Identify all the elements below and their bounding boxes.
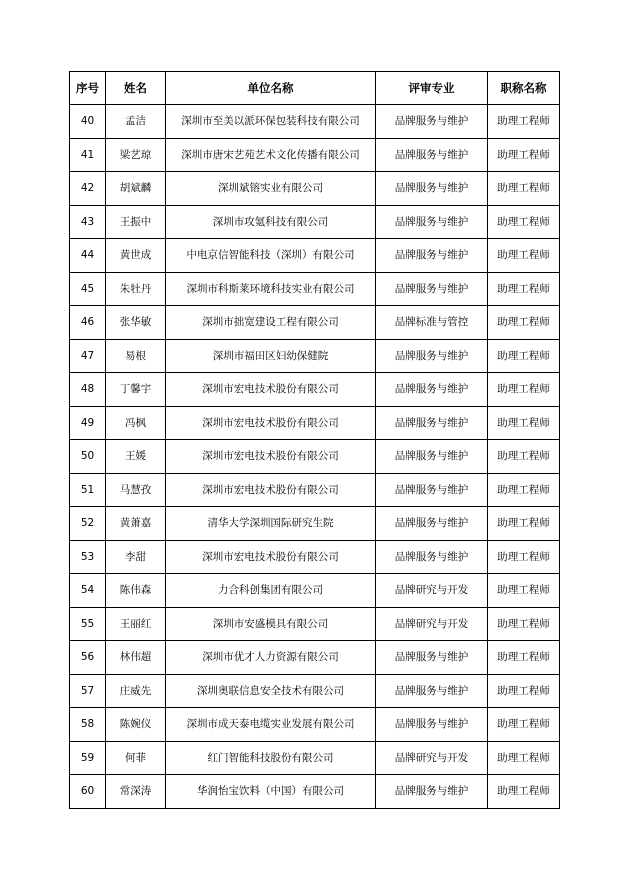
row-title: 助理工程师 [488,775,560,809]
roster-table [69,71,560,809]
table-row [70,473,560,507]
row-organization: 中电京信智能科技（深圳）有限公司 [166,239,376,273]
row-name: 黄世成 [106,239,166,273]
row-index: 46 [70,306,106,340]
table-row [70,674,560,708]
table-row [70,172,560,206]
row-title: 助理工程师 [488,507,560,541]
row-index: 45 [70,272,106,306]
row-organization: 深圳市成天泰电缆实业发展有限公司 [166,708,376,742]
row-organization: 深圳市唐宋艺苑艺术文化传播有限公司 [166,138,376,172]
row-title: 助理工程师 [488,741,560,775]
row-index: 58 [70,708,106,742]
row-name: 陈伟森 [106,574,166,608]
row-title: 助理工程师 [488,607,560,641]
row-index: 60 [70,775,106,809]
row-index: 52 [70,507,106,541]
row-title: 助理工程师 [488,440,560,474]
header-organization: 单位名称 [166,72,376,105]
row-name: 王丽红 [106,607,166,641]
row-organization: 清华大学深圳国际研究生院 [166,507,376,541]
row-index: 42 [70,172,106,206]
row-index: 54 [70,574,106,608]
row-title: 助理工程师 [488,473,560,507]
row-index: 51 [70,473,106,507]
table-row [70,339,560,373]
row-specialty: 品牌服务与维护 [376,473,488,507]
row-specialty: 品牌研究与开发 [376,574,488,608]
row-organization: 深圳市至美以派环保包装科技有限公司 [166,105,376,139]
table-row [70,306,560,340]
row-name: 孟洁 [106,105,166,139]
row-index: 41 [70,138,106,172]
row-organization: 深圳市优才人力资源有限公司 [166,641,376,675]
row-name: 何菲 [106,741,166,775]
row-name: 陈婉仪 [106,708,166,742]
table-row [70,708,560,742]
row-name: 王媛 [106,440,166,474]
row-name: 庄威先 [106,674,166,708]
row-organization: 力合科创集团有限公司 [166,574,376,608]
row-title: 助理工程师 [488,540,560,574]
row-title: 助理工程师 [488,172,560,206]
row-index: 53 [70,540,106,574]
row-name: 梁艺琼 [106,138,166,172]
table-row [70,239,560,273]
header-name: 姓名 [106,72,166,105]
row-name: 常深涛 [106,775,166,809]
row-specialty: 品牌服务与维护 [376,172,488,206]
row-name: 林伟超 [106,641,166,675]
row-specialty: 品牌服务与维护 [376,641,488,675]
row-name: 易根 [106,339,166,373]
row-name: 冯枫 [106,406,166,440]
row-specialty: 品牌服务与维护 [376,708,488,742]
roster-body [70,105,560,809]
row-organization: 深圳市宏电技术股份有限公司 [166,373,376,407]
row-title: 助理工程师 [488,674,560,708]
row-index: 43 [70,205,106,239]
row-title: 助理工程师 [488,205,560,239]
table-row [70,775,560,809]
row-specialty: 品牌标准与管控 [376,306,488,340]
row-index: 47 [70,339,106,373]
row-index: 49 [70,406,106,440]
row-specialty: 品牌服务与维护 [376,373,488,407]
row-name: 胡斌麟 [106,172,166,206]
table-row [70,440,560,474]
table-row [70,641,560,675]
row-title: 助理工程师 [488,708,560,742]
row-organization: 红门智能科技股份有限公司 [166,741,376,775]
row-specialty: 品牌服务与维护 [376,674,488,708]
row-organization: 深圳市安盛模具有限公司 [166,607,376,641]
row-title: 助理工程师 [488,373,560,407]
row-organization: 深圳市宏电技术股份有限公司 [166,406,376,440]
row-specialty: 品牌服务与维护 [376,440,488,474]
row-index: 57 [70,674,106,708]
row-organization: 深圳市宏电技术股份有限公司 [166,440,376,474]
table-row [70,406,560,440]
row-title: 助理工程师 [488,239,560,273]
row-title: 助理工程师 [488,272,560,306]
row-specialty: 品牌服务与维护 [376,406,488,440]
header-index: 序号 [70,72,106,105]
table-row [70,607,560,641]
row-organization: 深圳市科斯莱环境科技实业有限公司 [166,272,376,306]
row-index: 59 [70,741,106,775]
table-row [70,373,560,407]
row-organization: 华润怡宝饮料（中国）有限公司 [166,775,376,809]
row-title: 助理工程师 [488,406,560,440]
row-title: 助理工程师 [488,641,560,675]
row-specialty: 品牌服务与维护 [376,205,488,239]
row-organization: 深圳奥联信息安全技术有限公司 [166,674,376,708]
row-name: 李甜 [106,540,166,574]
row-title: 助理工程师 [488,574,560,608]
row-name: 朱牡丹 [106,272,166,306]
header-title: 职称名称 [488,72,560,105]
row-specialty: 品牌服务与维护 [376,272,488,306]
table-row [70,574,560,608]
row-title: 助理工程师 [488,306,560,340]
table-row [70,138,560,172]
row-name: 丁馨宇 [106,373,166,407]
row-index: 44 [70,239,106,273]
table-row [70,741,560,775]
row-index: 55 [70,607,106,641]
row-specialty: 品牌服务与维护 [376,775,488,809]
table-row [70,507,560,541]
row-specialty: 品牌服务与维护 [376,339,488,373]
table-row [70,105,560,139]
table-row [70,540,560,574]
row-name: 张华敏 [106,306,166,340]
header-row [70,72,560,105]
row-organization: 深圳市福田区妇幼保健院 [166,339,376,373]
row-title: 助理工程师 [488,138,560,172]
row-organization: 深圳市攻氪科技有限公司 [166,205,376,239]
row-name: 黄萧嘉 [106,507,166,541]
row-specialty: 品牌研究与开发 [376,741,488,775]
table-row [70,205,560,239]
row-organization: 深圳斌镕实业有限公司 [166,172,376,206]
row-title: 助理工程师 [488,339,560,373]
table-row [70,272,560,306]
header-specialty: 评审专业 [376,72,488,105]
row-index: 56 [70,641,106,675]
row-organization: 深圳市宏电技术股份有限公司 [166,540,376,574]
row-organization: 深圳市宏电技术股份有限公司 [166,473,376,507]
row-index: 50 [70,440,106,474]
row-specialty: 品牌服务与维护 [376,239,488,273]
row-specialty: 品牌研究与开发 [376,607,488,641]
row-name: 马慧孜 [106,473,166,507]
row-specialty: 品牌服务与维护 [376,105,488,139]
row-organization: 深圳市拙宽建设工程有限公司 [166,306,376,340]
row-specialty: 品牌服务与维护 [376,507,488,541]
row-name: 王振中 [106,205,166,239]
row-index: 48 [70,373,106,407]
row-title: 助理工程师 [488,105,560,139]
row-specialty: 品牌服务与维护 [376,138,488,172]
row-specialty: 品牌服务与维护 [376,540,488,574]
row-index: 40 [70,105,106,139]
